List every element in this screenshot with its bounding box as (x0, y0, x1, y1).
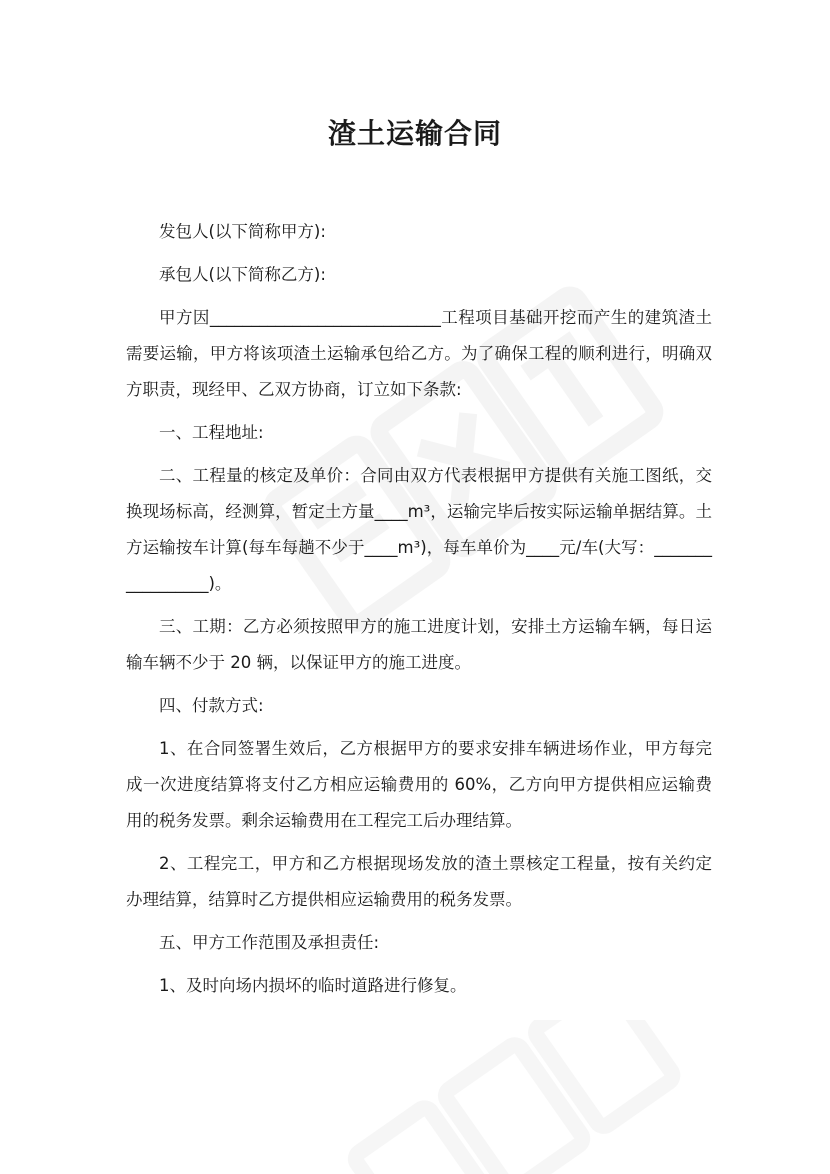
paragraph-section-3: 三、工期：乙方必须按照甲方的施工进度计划，安排土方运输车辆，每日运输车辆不少于 20 辆，以保证甲方的施工进度。 (126, 617, 712, 672)
paragraph-section-4-item-2: 2、工程完工，甲方和乙方根据现场发放的渣土票核定工程量，按有关约定办理结算，结算时乙方提供相应运输费用的税务发票。 (126, 854, 712, 909)
paragraph-contractor: 承包人(以下简称乙方): (159, 265, 326, 284)
paragraph-section-4-item-1: 1、在合同签署生效后，乙方根据甲方的要求安排车辆进场作业，甲方每完成一次进度结算将支付乙方相应运输费用的 60%，乙方向甲方提供相应运输费用的税务发票。剩余运输费用在工程完工后办理结算。 (126, 739, 712, 830)
paragraph-section-5: 五、甲方工作范围及承担责任: (159, 933, 380, 952)
document-title: 渣土运输合同 (327, 117, 502, 150)
paragraph-section-5-item-1: 1、及时向场内损坏的临时道路进行修复。 (159, 976, 467, 995)
paragraph-employer: 发包人(以下简称甲方): (159, 222, 326, 241)
paragraph-section-4: 四、付款方式: (159, 696, 264, 715)
document-body (126, 214, 712, 1011)
paragraph-preamble: 甲方因____________________________工程项目基础开挖而产生的建筑渣土需要运输，甲方将该项渣土运输承包给乙方。为了确保工程的顺利进行，明确双方职责，现经甲、乙双方协商，订立如下条款: (126, 308, 712, 399)
watermark-logo-bottom (320, 1020, 700, 1174)
paragraph-section-1: 一、工程地址: (159, 423, 264, 442)
paragraph-section-2: 二、工程量的核定及单价：合同由双方代表根据甲方提供有关施工图纸，交换现场标高，经测算，暂定土方量____m³，运输完毕后按实际运输单据结算。土方运输按车计算(每车每趟不少于____m³)，每车单价为____元/车(大写：_________________)。 (126, 466, 712, 593)
